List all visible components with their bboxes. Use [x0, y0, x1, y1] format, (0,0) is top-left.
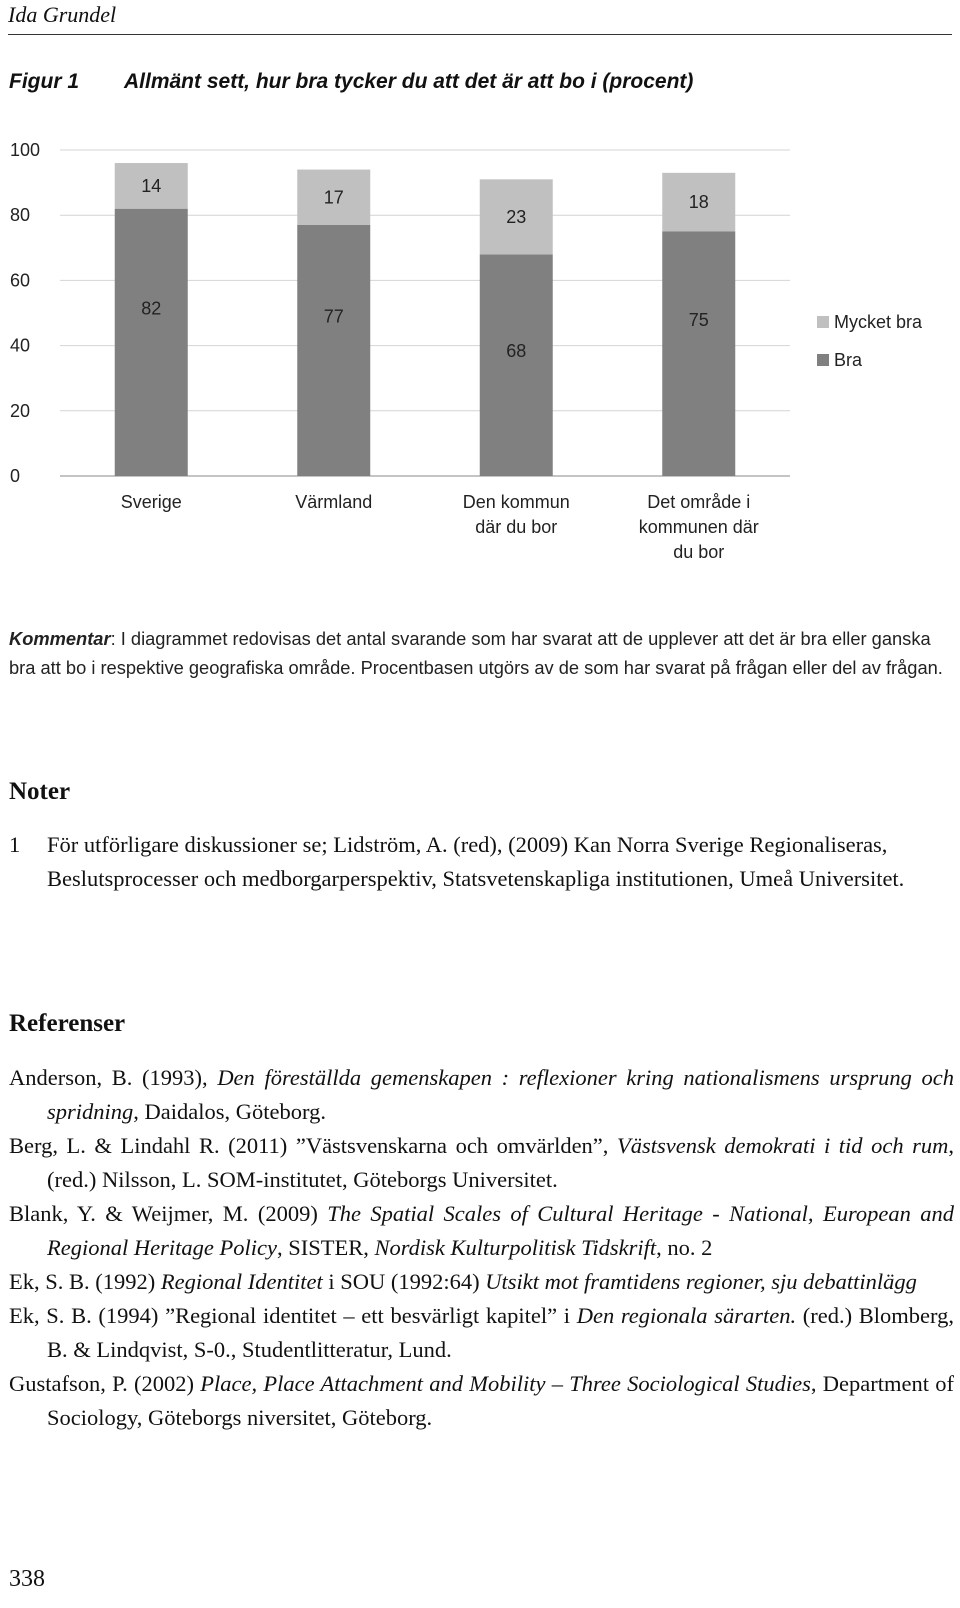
reference-item: Gustafson, P. (2002) Place, Place Attachment and Mobility – Three Sociological Studies, Department of Sociology, Göteborgs niversitet, Göteborg.: [9, 1371, 955, 1430]
reference-italic: Utsikt mot framtidens regioner, sju debattinlägg: [485, 1269, 917, 1294]
reference-item: Ek, S. B. (1994) ”Regional identitet – ett besvärligt kapitel” i Den regionala särarten. (red.) Blomberg, B. & Lindqvist, S-0., Studentlitteratur, Lund.: [9, 1303, 954, 1362]
note-item: [9, 828, 954, 896]
data-label: 14: [141, 175, 162, 196]
data-label: 17: [323, 187, 344, 208]
reference-italic: Nordisk Kulturpolitisk Tidskrift: [374, 1235, 657, 1260]
x-tick-label: Den kommun: [462, 492, 570, 512]
comment-label: Kommentar: [9, 628, 111, 649]
legend-label: Mycket bra: [834, 312, 923, 332]
bar-segment: [662, 232, 735, 477]
header-rule: [8, 34, 952, 35]
reference-italic: Den regionala särarten.: [576, 1303, 797, 1328]
reference-italic: The Spatial Scales of Cultural Heritage - National, European and Regional Heritage Policy: [47, 1201, 954, 1260]
x-tick-label: där du bor: [475, 517, 558, 537]
reference-item: Blank, Y. & Weijmer, M. (2009) The Spatial Scales of Cultural Heritage - National, European and Regional Heritage Policy, SISTER, Nordisk Kulturpolitisk Tidskrift, no. 2: [9, 1201, 954, 1260]
bar-segment: [480, 254, 553, 476]
reference-item: Berg, L. & Lindahl R. (2011) ”Västsvenskarna och omvärlden”, Västsvensk demokrati i tid och rum, (red.) Nilsson, L. SOM-institutet, Göteborgs Universitet.: [9, 1133, 954, 1192]
page-number: 338: [9, 1566, 45, 1592]
x-tick-label: kommunen där: [638, 517, 759, 537]
reference-italic: Place, Place Attachment and Mobility – Three Sociological Studies: [200, 1371, 811, 1396]
y-tick-label: 60: [10, 270, 31, 291]
running-header: Ida Grundel: [8, 2, 117, 27]
legend-swatch: [817, 316, 829, 328]
y-tick-label: 0: [10, 466, 21, 486]
y-tick-label: 20: [10, 400, 31, 421]
x-tick-label: Värmland: [295, 492, 373, 512]
reference-item: Anderson, B. (1993), Den föreställda gemenskapen : reflexioner kring nationalismens ursprung och spridning, Daidalos, Göteborg.: [9, 1065, 954, 1124]
bar-segment: [115, 209, 188, 476]
y-tick-label: 100: [10, 140, 41, 160]
x-tick-label: Det område i: [647, 492, 751, 512]
figure-comment: [9, 624, 954, 682]
x-tick-label: du bor: [673, 542, 725, 562]
x-tick-label: Sverige: [120, 492, 182, 512]
comment-text: : I diagrammet redovisas det antal svarande som har svarat att de upplever att det är bra eller ganska bra att bo i respektive geografiska område. Procentbasen utgörs av de som har svarat på frågan eller del av frågan.: [9, 628, 943, 678]
references-heading: Referenser: [9, 1010, 126, 1037]
y-tick-label: 80: [10, 205, 31, 226]
legend-swatch: [817, 354, 829, 366]
y-tick-label: 40: [10, 335, 31, 356]
bar-segment: [297, 225, 370, 476]
legend-label: Bra: [834, 350, 863, 370]
data-label: 68: [506, 341, 527, 362]
stacked-bar-chart: [0, 130, 960, 580]
note-number: 1: [9, 832, 21, 857]
data-label: 75: [688, 309, 709, 330]
reference-item: Ek, S. B. (1992) Regional Identitet i SOU (1992:64) Utsikt mot framtidens regioner, sju debattinlägg: [9, 1269, 917, 1294]
data-label: 77: [323, 306, 344, 327]
notes-heading: Noter: [9, 778, 71, 805]
reference-italic: Den föreställda gemenskapen : reflexioner kring nationalismens ursprung och spridning: [47, 1065, 954, 1124]
data-label: 82: [141, 298, 162, 319]
notes-list: [9, 828, 954, 896]
references-list: [9, 1061, 954, 1435]
data-label: 23: [506, 206, 527, 227]
reference-italic: Västsvensk demokrati i tid och rum: [616, 1133, 949, 1158]
data-label: 18: [688, 192, 709, 213]
note-text: För utförligare diskussioner se; Lidström, A. (red), (2009) Kan Norra Sverige Regionaliseras, Beslutsprocesser och medborgarperspektiv, Statsvetenskapliga institutionen, Umeå Universitet.: [47, 832, 905, 891]
figure-label: Figur 1: [9, 70, 80, 93]
figure-title: Allmänt sett, hur bra tycker du att det är att bo i (procent): [124, 70, 694, 93]
reference-italic: Regional Identitet: [160, 1269, 323, 1294]
